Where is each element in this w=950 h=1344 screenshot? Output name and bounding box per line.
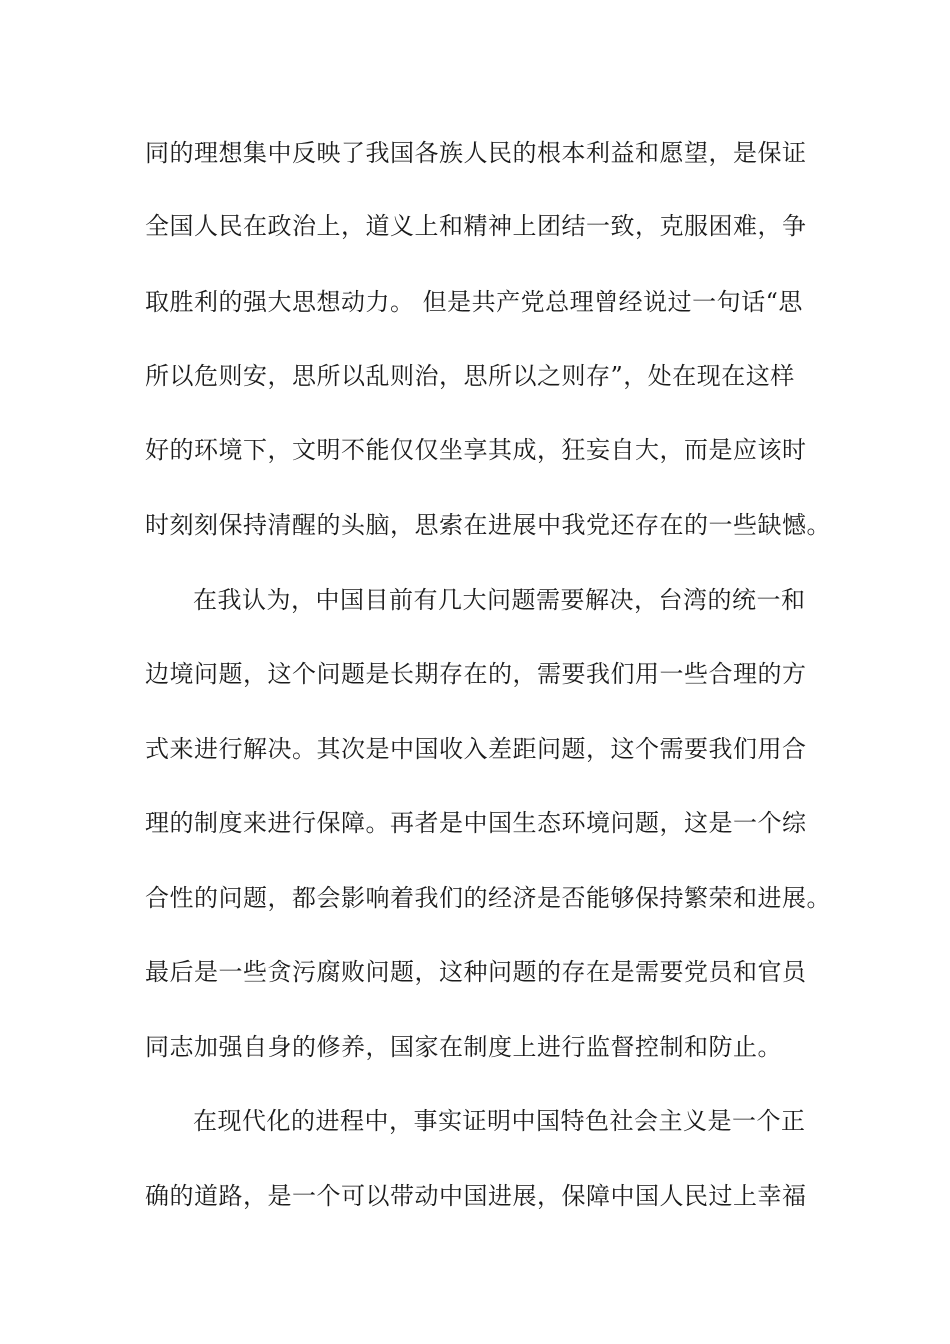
- text-line: 边境问题，这个问题是长期存在的，需要我们用一些合理的方: [145, 660, 807, 688]
- text-line: 同的理想集中反映了我国各族人民的根本利益和愿望，是保证: [145, 139, 807, 167]
- text-line: 式来进行解决。其次是中国收入差距问题，这个需要我们用合: [145, 735, 807, 763]
- text-line: 所以危则安，思所以乱则治，思所以之则存”，处在现在这样: [145, 362, 795, 390]
- paragraph-start-line: 在现代化的进程中，事实证明中国特色社会主义是一个正: [193, 1107, 806, 1135]
- text-line: 确的道路，是一个可以带动中国进展，保障中国人民过上幸福: [145, 1182, 807, 1210]
- text-line: 全国人民在政治上，道义上和精神上团结一致，克服困难，争: [145, 212, 807, 240]
- text-line: 取胜利的强大思想动力。 但是共产党总理曾经说过一句话“思: [145, 288, 803, 316]
- text-line: 最后是一些贪污腐败问题，这种问题的存在是需要党员和官员: [145, 958, 807, 986]
- text-line: 时刻刻保持清醒的头脑，思索在进展中我党还存在的一些缺憾。: [145, 511, 831, 539]
- paragraph-start-line: 在我认为，中国目前有几大问题需要解决，台湾的统一和: [193, 586, 806, 614]
- text-line: 合性的问题，都会影响着我们的经济是否能够保持繁荣和进展。: [145, 884, 831, 912]
- text-line: 理的制度来进行保障。再者是中国生态环境问题，这是一个综: [145, 809, 807, 837]
- text-line: 好的环境下，文明不能仅仅坐享其成，狂妄自大，而是应该时: [145, 436, 807, 464]
- text-line: 同志加强自身的修养，国家在制度上进行监督控制和防止。: [145, 1033, 782, 1061]
